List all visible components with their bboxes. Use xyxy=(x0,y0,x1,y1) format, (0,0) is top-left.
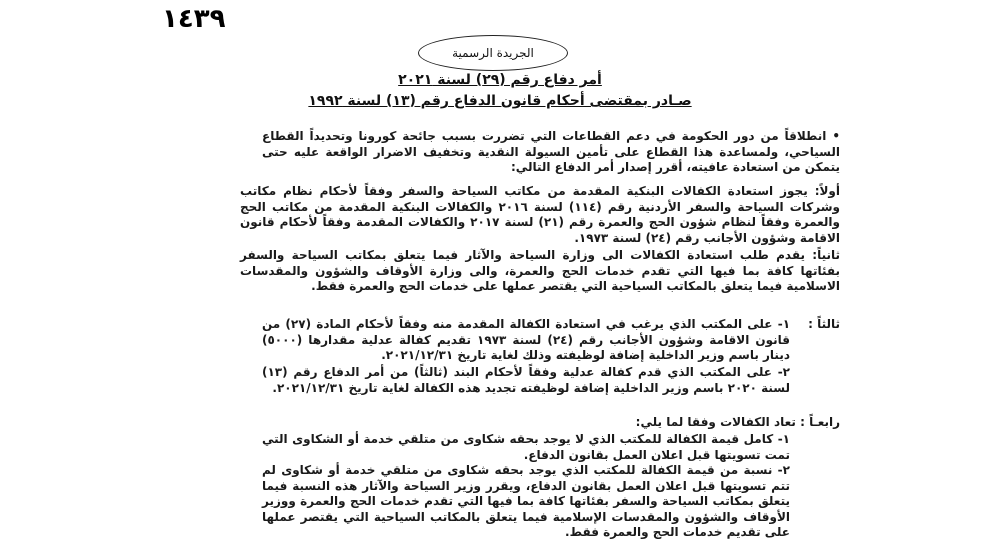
order-subtitle xyxy=(200,93,800,109)
clause-second-label: ثانياً: xyxy=(812,248,840,262)
clause-third-item-1: ١- على المكتب الذي يرغب في استعادة الكفالة المقدمة منه وفقاً لأحكام المادة (٢٧) من قانون الاقامة وشؤون الأجانب رقم (٢٤) لسنة ١٩٧٣ تقديم كفالة عدلية مقدارها (٥٠٠٠) دينار باسم وزير الداخلية إضافة لوظيفته وذلك لغاية تاريخ ٢٠٢١/١٢/٣١. xyxy=(262,317,791,362)
clause-fourth-heading xyxy=(560,415,840,431)
order-title xyxy=(200,72,800,88)
gazette-name: الجريدة الرسمية xyxy=(452,46,534,60)
clause-first xyxy=(240,184,840,246)
preamble-paragraph xyxy=(262,129,840,176)
clause-third-item-2: ٢- على المكتب الذي قدم كفالة عدلية وفقاً لأحكام البند (ثالثاً) من أمر الدفاع رقم (١٣) لسنة ٢٠٢٠ باسم وزير الداخلية إضافة لوظيفته تجديد هذه الكفالة لغاية تاريخ ٢٠٢١/١٢/٣١. xyxy=(262,365,790,395)
clause-first-label: أولاً: xyxy=(814,184,840,198)
clause-fourth-intro: تعاد الكفالات وفقا لما يلي: xyxy=(635,415,796,429)
page-number: ١٤٣٩ xyxy=(162,4,226,34)
clause-third-label: ثالثاً : xyxy=(808,317,840,331)
order-subtitle-text: صـادر بمقتضى أحكام قانون الدفاع رقم (١٣) لسنة ١٩٩٢ xyxy=(308,93,692,109)
clause-third-label-box xyxy=(790,317,840,333)
gazette-name-oval xyxy=(418,35,568,71)
preamble-text: انطلاقاً من دور الحكومة في دعم القطاعات التي تضررت بسبب جائحة كورونا وتحديداً القطاع السياحي، ولمساعدة هذا القطاع على تأمين السيولة النقدية وتخفيف الاضرار الواقعة عليه حتى يتمكن من استعادة عافيته، أقرر إصدار أمر الدفاع التالي: xyxy=(262,129,840,174)
bullet-icon: • xyxy=(832,129,840,143)
order-title-text: أمر دفاع رقم (٢٩) لسنة ٢٠٢١ xyxy=(398,72,602,88)
clause-second-text: يقدم طلب استعادة الكفالات الى وزارة السياحة والآثار فيما يتعلق بمكاتب السياحة والسفر بفئاتها كافة بما فيها التي تقدم خدمات الحج والعمرة، والى وزارة الأوقاف والشؤون والمقدسات الاسلامية فيما يتعلق بالمكاتب السياحية التي يقتصر عملها على خدمات الحج والعمرة فقط. xyxy=(240,248,840,293)
clause-second xyxy=(240,248,840,295)
clause-fourth-item-2: ٢- نسبة من قيمة الكفالة للمكتب الذي يوجد بحقه شكاوى من متلقي خدمة أو شكاوى لم تتم تسويتها قبل اعلان العمل بقانون الدفاع، ويقرر وزير السياحة والآثار هذه النسبة فيما يتعلق بمكاتب السياحة والسفر بفئاتها كافة بما فيها التي تقدم خدمات الحج والعمرة ووزير الأوقاف والشؤون والمقدسات الإسلامية فيما يتعلق بالمكاتب السياحية التي يقتصر عملها على تقديم خدمات الحج والعمرة فقط. xyxy=(262,463,790,539)
clause-first-text: يجوز استعادة الكفالات البنكية المقدمة من مكاتب السياحة والسفر وفقاً لأحكام نظام مكاتب وشركات السياحة والسفر الأردنية رقم (١١٤) لسنة ٢٠١٦ والكفالات البنكية المقدمة من مكاتب الحج والعمرة وفقاً لنظام شؤون الحج والعمرة رقم (٢١) لسنة ٢٠١٧ والكفالات المقدمة وفقاً لأحكام قانون الاقامة وشؤون الأجانب رقم (٢٤) لسنة ١٩٧٣. xyxy=(240,184,841,245)
clause-fourth-item-1: ١- كامل قيمة الكفالة للمكتب الذي لا يوجد بحقه شكاوى من متلقي خدمة أو الشكاوى التي تمت تسويتها قبل اعلان العمل بقانون الدفاع. xyxy=(262,432,790,462)
clause-fourth-label: رابعـاً : xyxy=(800,415,840,429)
